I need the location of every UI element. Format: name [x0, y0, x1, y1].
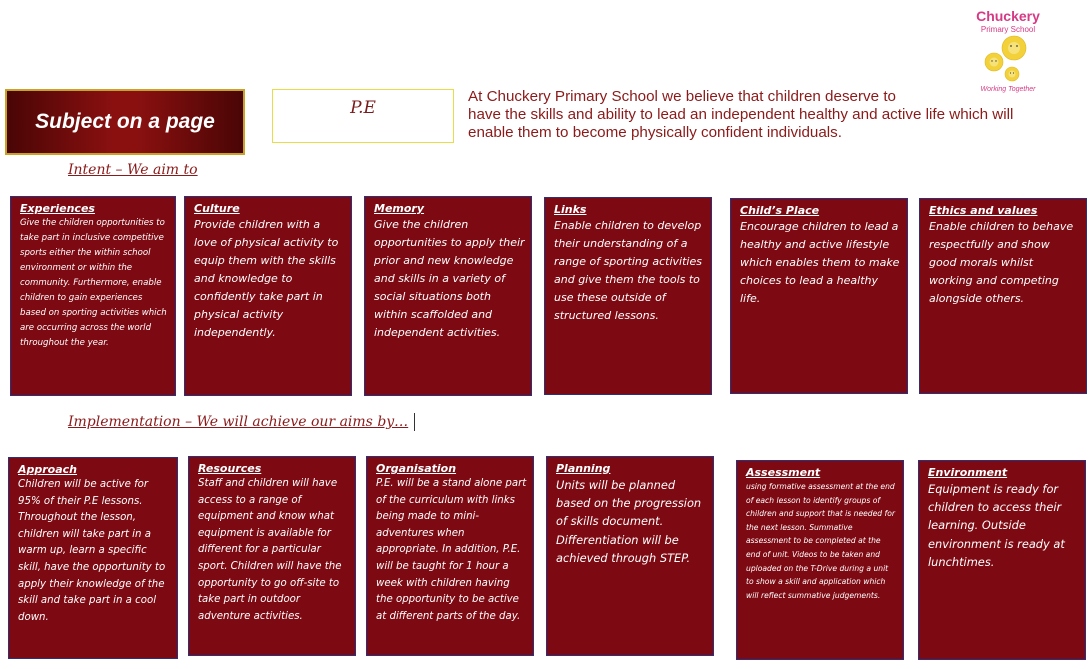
subject-on-a-page-banner: Subject on a page — [5, 89, 245, 155]
card-body: using formative assessment at the end of each lesson to identify groups of children and support that is needed for the next lesson. Summative assessment to be completed at the end of unit. Videos to be taken and uploaded on the T-Drive during a unit to show a skill and application which will reflect summative judgements. — [746, 482, 895, 600]
subject-name-box: P.E — [272, 89, 454, 143]
card-title: Experiences — [20, 202, 95, 215]
card-body: Enable children to behave respectfully and show good morals whilst working and competing alongside others. — [929, 220, 1074, 305]
implementation-card-approach — [8, 457, 178, 659]
logo-school-subtitle: Primary School — [980, 25, 1036, 34]
card-title: Memory — [374, 202, 425, 215]
card-title: Child’s Place — [740, 204, 820, 217]
belief-line: At Chuckery Primary School we believe that children deserve to — [468, 88, 896, 105]
card-body: Children will be active for 95% of their P.E lessons. Throughout the lesson, children will take part in a warm up, learn a specific skill, have the opportunity to apply their knowledge of the skill and take part in a cool down. — [18, 479, 166, 623]
card-body: Encourage children to lead a healthy and active lifestyle which enables them to make choices to lead a healthy life. — [740, 220, 900, 305]
logo-school-name: Chuckery — [976, 8, 1040, 24]
implementation-heading — [68, 413, 415, 431]
card-body: Give the children opportunities to apply their prior and new knowledge and skills in a variety of social situations both within scaffolded and independent activities. — [374, 218, 525, 339]
card-title: Planning — [556, 462, 611, 475]
implementation-card-organisation — [366, 456, 534, 656]
belief-line: have the skills and ability to lead an independent healthy and active life which will — [468, 106, 1014, 123]
card-title: Ethics and values — [929, 204, 1038, 217]
intent-card-culture — [184, 196, 352, 396]
logo-tagline: Working Together — [980, 86, 1036, 93]
implementation-card-resources — [188, 456, 356, 656]
card-title: Links — [554, 203, 587, 216]
implementation-heading-text: Implementation – We will achieve our aims by… — [68, 414, 409, 430]
card-body: Staff and children will have access to a range of equipment and know what equipment is available for different for a particular sport. Children will have the opportunity to go off-site to take part in outdoor adventure activities. — [198, 478, 342, 622]
card-body: Enable children to develop their understanding of a range of sporting activities and give them the tools to use these outside of structured lessons. — [554, 219, 702, 322]
card-body: Give the children opportunities to take part in inclusive competitive sports either the within school environment or within the community. Furthermore, enable children to gain experiences based on sporting activities which are occurring across the world throughout the year. — [20, 218, 167, 348]
card-body: Units will be planned based on the progression of skills document. Differentiation will be achieved through STEP. — [556, 478, 702, 565]
intent-card-experiences — [10, 196, 176, 396]
card-title: Assessment — [746, 466, 821, 479]
card-body: Equipment is ready for children to access their learning. Outside environment is ready at lunchtimes. — [928, 482, 1065, 569]
implementation-card-planning — [546, 456, 714, 656]
intent-card-memory — [364, 196, 532, 396]
text-cursor — [414, 413, 415, 431]
implementation-card-assessment — [736, 460, 904, 660]
card-title: Culture — [194, 202, 240, 215]
implementation-card-environment — [918, 460, 1086, 660]
card-title: Environment — [928, 466, 1008, 479]
intent-card-links — [544, 197, 712, 395]
card-title: Approach — [18, 463, 78, 476]
card-body: P.E. will be a stand alone part of the curriculum with links being made to mini-adventures when appropriate. In addition, P.E. will be taught for 1 hour a week with children having the opportunity to be active at different parts of the day. — [376, 478, 527, 622]
card-title: Organisation — [376, 462, 457, 475]
card-body: Provide children with a love of physical activity to equip them with the skills and knowledge to confidently take part in physical activity independently. — [194, 218, 339, 339]
school-logo — [968, 6, 1048, 98]
intent-heading: Intent – We aim to — [68, 162, 198, 178]
intent-card-ethics-and-values — [919, 198, 1087, 394]
belief-line: enable them to become physically confident individuals. — [468, 124, 842, 141]
card-title: Resources — [198, 462, 262, 475]
sunflower-icon — [976, 32, 1040, 86]
intent-card-childs-place — [730, 198, 908, 394]
